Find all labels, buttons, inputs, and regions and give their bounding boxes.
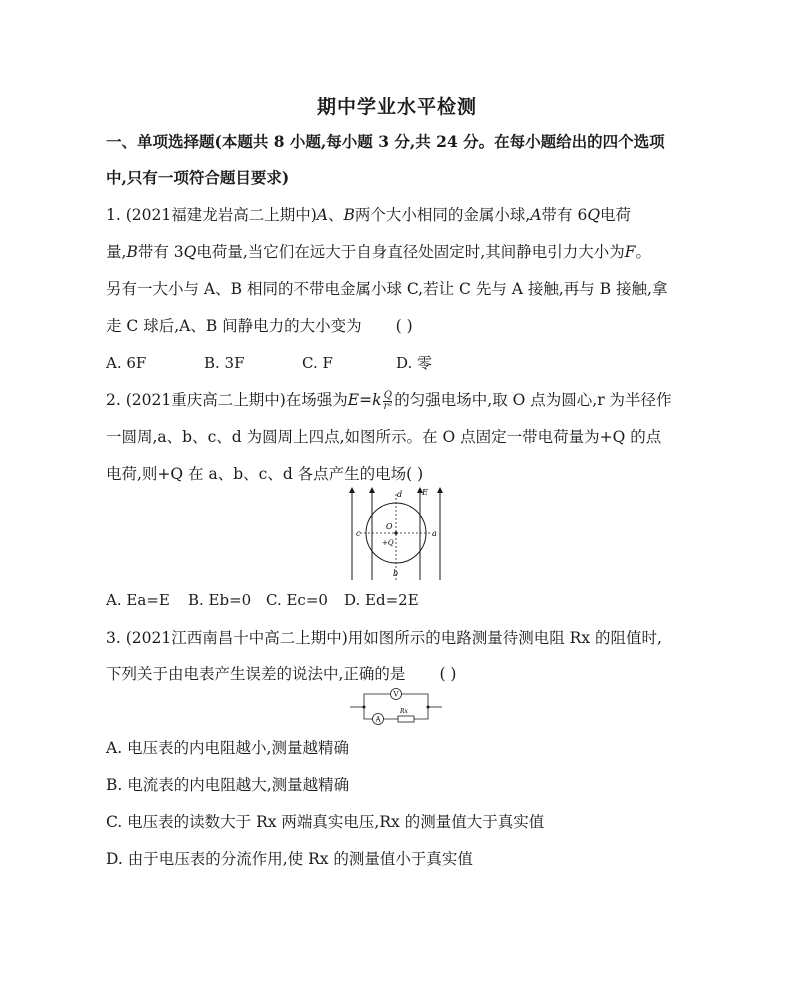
q1-text: 带有 3 (137, 243, 184, 261)
q1-line4-text: 走 C 球后,A、B 间静电力的大小变为 (106, 317, 362, 335)
label-e: E (422, 488, 428, 497)
q1-text: 。 (635, 243, 651, 261)
q2-option-b: B. Eb=0 (188, 591, 252, 609)
q1-answer-paren: ( ) (395, 317, 413, 335)
resistor-label: Rx (400, 708, 408, 715)
label-plus-q: +Q (382, 539, 394, 547)
q2-option-d: D. Ed=2E (344, 591, 419, 609)
q1-line4 (106, 314, 413, 336)
resistor-symbol (398, 716, 414, 722)
q2-line3: 电荷,则+Q 在 a、b、c、d 各点产生的电场( ) (106, 465, 424, 483)
q2-option-a: A. Ea=E (106, 591, 170, 609)
q1-line2 (106, 240, 651, 262)
section-heading-line2: 中,只有一项符合题目要求) (106, 168, 290, 187)
q2-formula-numerator: Q (383, 389, 392, 401)
q2-formula-fraction (383, 391, 392, 412)
q2-line2: 一圆周,a、b、c、d 为圆周上四点,如图所示。在 O 点固定一带电荷量为+Q 的点 (106, 428, 662, 446)
q1-text: 两个大小相同的金属小球, (354, 206, 531, 224)
q3-option-d: D. 由于电压表的分流作用,使 Rx 的测量值小于真实值 (106, 850, 473, 868)
q1-line1 (106, 203, 631, 225)
q3-line1: 3. (2021江西南昌十中高二上期中)用如图所示的电路测量待测电阻 Rx 的阻值时, (106, 629, 662, 647)
q3-option-b: B. 电流表的内电阻越大,测量越精确 (106, 776, 350, 794)
q1-text: 量, (106, 243, 127, 261)
q1-var-q: Q (587, 206, 601, 224)
q1-option-a: A. 6F (106, 354, 147, 372)
label-d: d (397, 490, 403, 499)
q1-text: 电荷量,当它们在远大于自身直径处固定时,其间静电引力大小为 (196, 243, 625, 261)
label-o: O (386, 522, 393, 531)
page-title: 期中学业水平检测 (316, 96, 477, 118)
q2-formula-denominator: r² (383, 400, 393, 412)
q2-option-c: C. Ec=0 (266, 591, 328, 609)
q1-var-f: F (624, 243, 636, 261)
q1-var-b: B (343, 206, 355, 224)
ammeter-label: A (375, 715, 381, 724)
q1-option-b: B. 3F (204, 354, 245, 372)
label-b: b (393, 569, 399, 578)
q1-line3: 另有一大小与 A、B 相同的不带电金属小球 C,若让 C 先与 A 接触,再与 B 接触,拿 (106, 280, 668, 298)
q2-formula-k: =k (359, 391, 382, 409)
label-c: c (356, 529, 361, 538)
q2-field-diagram (340, 484, 460, 584)
q1-options (106, 352, 432, 373)
q3-option-c: C. 电压表的读数大于 Rx 两端真实电压,Rx 的测量值大于真实值 (106, 813, 545, 831)
section-heading-line1: 一、单项选择题(本题共 8 小题,每小题 3 分,共 24 分。在每小题给出的四个选项 (106, 132, 665, 151)
q2-text: 的匀强电场中,取 O 点为圆心,r 为半径作 (394, 391, 672, 409)
q2-options (106, 591, 419, 609)
q2-line1 (106, 388, 672, 412)
q1-var-q: Q (183, 243, 197, 261)
voltmeter-label: V (393, 690, 399, 699)
q1-text: 带有 6 (541, 206, 588, 224)
q2-prefix: 2. (2021重庆高二上期中)在场强为 (106, 391, 348, 409)
q3-answer-paren: ( ) (439, 665, 457, 683)
q1-var-a: A (530, 206, 542, 224)
point-o-dot (394, 531, 397, 534)
q1-option-c: C. F (302, 354, 333, 372)
label-a: a (432, 529, 437, 538)
q1-var-a: A (316, 206, 328, 224)
q3-line2 (106, 662, 456, 684)
q2-formula-e: E (347, 391, 360, 409)
q3-circuit-diagram (348, 686, 444, 726)
q1-var-b: B (126, 243, 138, 261)
q1-text: 电荷 (600, 206, 632, 224)
q3-option-a: A. 电压表的内电阻越小,测量越精确 (106, 739, 349, 757)
q1-prefix: 1. (2021福建龙岩高二上期中) (106, 206, 317, 224)
q3-line2-text: 下列关于由电表产生误差的说法中,正确的是 (106, 665, 406, 683)
q1-text: 、 (327, 206, 344, 224)
q1-option-d: D. 零 (396, 354, 433, 372)
